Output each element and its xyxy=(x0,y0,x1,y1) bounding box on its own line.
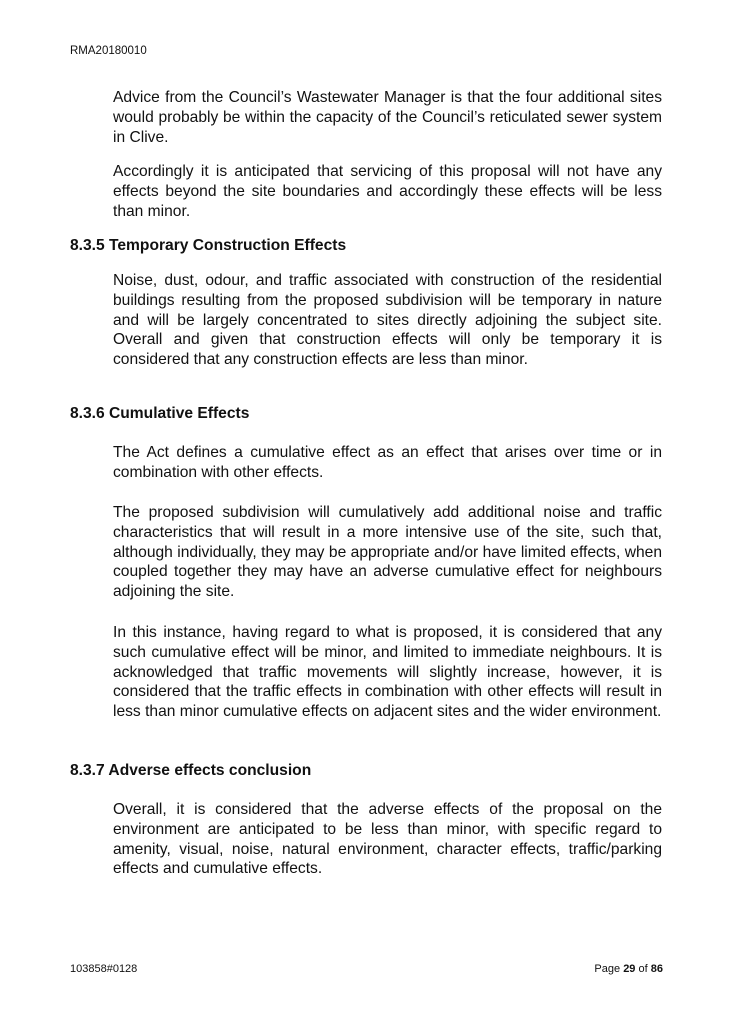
paragraph-servicing-effects: Accordingly it is anticipated that servicing of this proposal will not have any effects beyond the site boundaries and accordingly these effects will be less than minor. xyxy=(113,163,662,220)
paragraph-cumulative-instance: In this instance, having regard to what is proposed, it is considered that any such cumulative effect will be minor, and limited to immediate neighbours. It is acknowledged that traffic movements will slightly increase, however, it is considered that the traffic effects in combination with other effects will result in less than minor cumulative effects on adjacent sites and the wider environment. xyxy=(113,624,662,721)
page-current: 29 xyxy=(623,963,636,975)
page-total: 86 xyxy=(650,963,663,975)
section-heading-837: 8.3.7 Adverse effects conclusion xyxy=(70,762,312,779)
footer-page-number xyxy=(594,963,663,975)
section-heading-836: 8.3.6 Cumulative Effects xyxy=(70,405,250,422)
page-prefix: Page xyxy=(594,963,621,975)
paragraph-adverse-conclusion: Overall, it is considered that the adverse effects of the proposal on the environment are anticipated to be less than minor, with specific regard to amenity, visual, noise, natural environment, character effects, traffic/parking effects and cumulative effects. xyxy=(113,801,662,878)
paragraph-construction-effects: Noise, dust, odour, and traffic associated with construction of the residential buildings resulting from the proposed subdivision will be temporary in nature and will be largely concentrated to sites directly adjoining the subject site. Overall and given that construction effects will only be temporary it is considered that any construction effects are less than minor. xyxy=(113,272,662,369)
page-of: of xyxy=(638,963,648,975)
paragraph-cumulative-subdivision: The proposed subdivision will cumulatively add additional noise and traffic characteristics that will result in a more intensive use of the site, such that, although individually, they may be appropriate and/or have limited effects, when coupled together they may have an adverse cumulative effect for neighbours adjoining the site. xyxy=(113,504,662,601)
footer-document-number: 103858#0128 xyxy=(70,963,138,975)
paragraph-cumulative-definition: The Act defines a cumulative effect as an effect that arises over time or in combination with other effects. xyxy=(113,444,662,481)
paragraph-wastewater-advice: Advice from the Council’s Wastewater Manager is that the four additional sites would probably be within the capacity of the Council’s reticulated sewer system in Clive. xyxy=(113,89,662,146)
section-heading-835: 8.3.5 Temporary Construction Effects xyxy=(70,237,347,254)
document-reference: RMA20180010 xyxy=(70,45,147,57)
